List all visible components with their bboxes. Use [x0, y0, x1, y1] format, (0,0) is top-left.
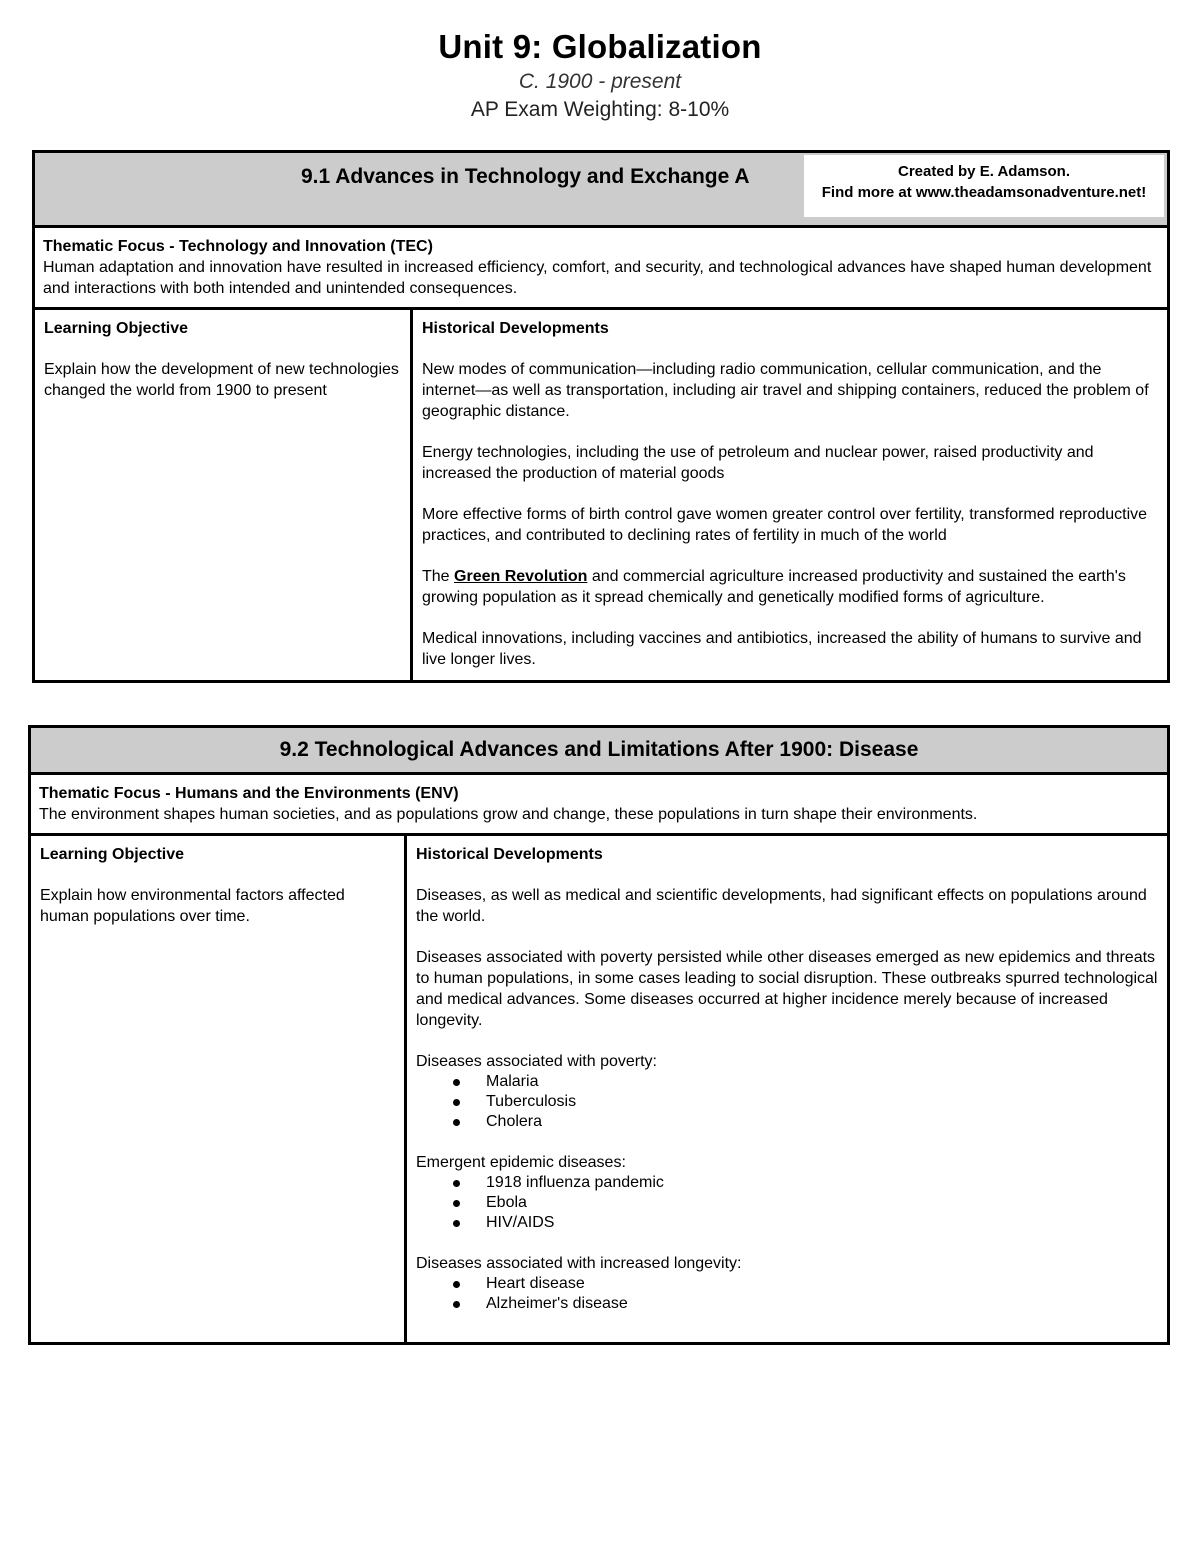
green-revolution-link[interactable]: Green Revolution [454, 568, 588, 585]
historical-developments-heading: Historical Developments [416, 846, 603, 863]
learning-objective-text: Explain how the development of new technologies changed the world from 1900 to present [44, 361, 399, 399]
list-item: Cholera [486, 1112, 1158, 1132]
development-paragraph: New modes of communication—including radio communication, cellular communication, and the internet—as well as transportation, including air travel and shipping containers, reduced the problem of geographic distance. [422, 361, 1149, 420]
development-paragraph: More effective forms of birth control gave women greater control over fertility, transformed reproductive practices, and contributed to declining rates of fertility in much of the world [422, 506, 1148, 544]
text-fragment: The [422, 568, 455, 585]
poverty-diseases-block [416, 1051, 1158, 1132]
development-paragraph-green-revolution [422, 566, 1158, 608]
historical-developments-9-1 [412, 309, 1169, 682]
epidemic-diseases-block [416, 1152, 1158, 1233]
topic-9-1-table [32, 150, 1170, 683]
development-paragraph: Diseases associated with poverty persisted while other diseases emerged as new epidemics and threats to human populations, in some cases leading to social disruption. These outbreaks spurred technological and medical advances. Some diseases occurred at higher incidence merely because of increased longevity. [416, 949, 1158, 1029]
thematic-focus-text: Human adaptation and innovation have resulted in increased efficiency, comfort, and security, and technological advances have shaped human development and interactions with both intended and unintended consequences. [43, 259, 1152, 297]
thematic-focus-9-2 [30, 774, 1169, 835]
topic-9-2-table [28, 725, 1170, 1345]
page-title: Unit 9: Globalization [438, 28, 762, 65]
page-header [0, 26, 1200, 124]
thematic-focus-label: Thematic Focus - Humans and the Environments (ENV) [39, 785, 459, 802]
epidemic-diseases-list [416, 1173, 1158, 1233]
list-item: Ebola [486, 1193, 1158, 1213]
list-item: Malaria [486, 1072, 1158, 1092]
period-subtitle: C. 1900 - present [518, 70, 682, 93]
development-paragraph: Medical innovations, including vaccines and antibiotics, increased the ability of humans to survive and live longer lives. [422, 630, 1142, 668]
credit-author: Created by E. Adamson. [898, 163, 1070, 180]
learning-objective-text: Explain how environmental factors affected human populations over time. [40, 887, 345, 925]
list-item: Alzheimer's disease [486, 1294, 1158, 1314]
longevity-diseases-list [416, 1274, 1158, 1314]
development-paragraph: Energy technologies, including the use of petroleum and nuclear power, raised productivity and increased the production of material goods [422, 444, 1094, 482]
longevity-diseases-heading: Diseases associated with increased longevity: [416, 1255, 742, 1272]
credit-website: Find more at www.theadamsonadventure.net! [821, 184, 1147, 201]
development-paragraph: Diseases, as well as medical and scientific developments, had significant effects on populations around the world. [416, 887, 1147, 925]
list-item: Tuberculosis [486, 1092, 1158, 1112]
learning-objective-9-2 [30, 835, 406, 1344]
learning-objective-9-1 [34, 309, 412, 682]
epidemic-diseases-heading: Emergent epidemic diseases: [416, 1154, 626, 1171]
learning-objective-heading: Learning Objective [40, 846, 185, 863]
learning-objective-heading: Learning Objective [44, 320, 189, 337]
topic-9-1-header [34, 152, 1169, 227]
historical-developments-9-2 [406, 835, 1169, 1344]
text-fragment: and commercial agriculture increased productivity and sustained the earth's growing population as it spread chemically and genetically modified forms of agriculture. [422, 568, 1126, 606]
thematic-focus-label: Thematic Focus - Technology and Innovation (TEC) [43, 238, 433, 255]
topic-9-2-header [30, 727, 1169, 774]
historical-developments-heading: Historical Developments [422, 320, 609, 337]
poverty-diseases-heading: Diseases associated with poverty: [416, 1053, 657, 1070]
thematic-focus-9-1 [34, 227, 1169, 309]
topic-9-2-title: 9.2 Technological Advances and Limitations After 1900: Disease [279, 738, 919, 761]
list-item: HIV/AIDS [486, 1213, 1158, 1233]
credit-box [804, 155, 1164, 217]
list-item: Heart disease [486, 1274, 1158, 1294]
longevity-diseases-block [416, 1253, 1158, 1314]
thematic-focus-text: The environment shapes human societies, and as populations grow and change, these populations in turn shape their environments. [39, 806, 978, 823]
list-item: 1918 influenza pandemic [486, 1173, 1158, 1193]
exam-weighting: AP Exam Weighting: 8-10% [470, 98, 730, 121]
poverty-diseases-list [416, 1072, 1158, 1132]
topic-9-1-title: 9.1 Advances in Technology and Exchange A [301, 165, 750, 188]
